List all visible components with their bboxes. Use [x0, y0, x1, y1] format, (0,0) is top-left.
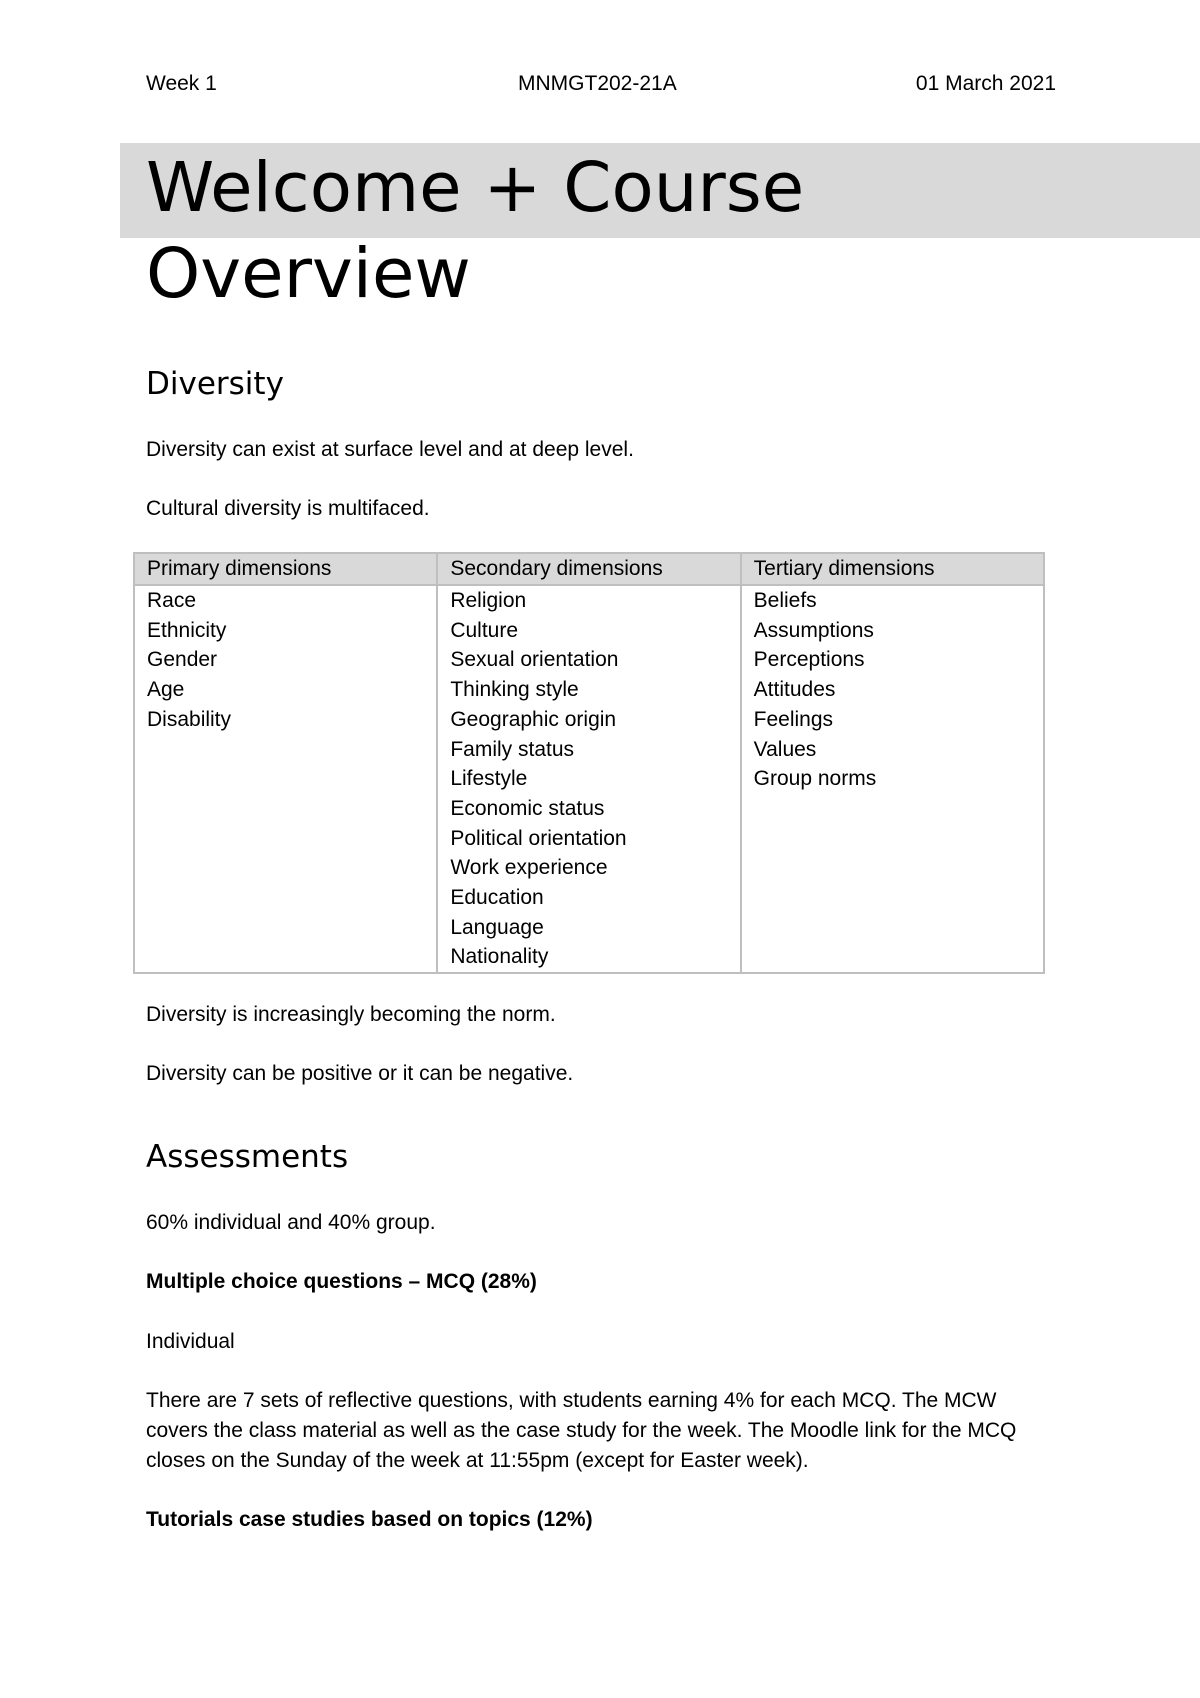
assessments-heading: Assessments — [146, 1139, 349, 1175]
header-date: 01 March 2021 — [915, 72, 1056, 95]
mcq-description: There are 7 sets of reflective questions, with students earning 4% for each MCQ. The MCW covers the class material as well as the case study for the week. The Moodle link for the MCQ closes on the Sunday of the week at 11:55pm (except for Easter week). — [146, 1389, 1017, 1472]
list-item: Feelings — [753, 707, 834, 731]
list-item: Gender — [147, 648, 218, 672]
list-item: Disability — [147, 707, 232, 731]
header-week: Week 1 — [146, 72, 217, 95]
list-item: Work experience — [450, 856, 608, 880]
list-item: Ethnicity — [147, 618, 227, 642]
primary-dimensions-cell — [134, 585, 437, 973]
table-header-tertiary: Tertiary dimensions — [741, 553, 1044, 585]
list-item: Thinking style — [450, 678, 579, 702]
table-header-primary: Primary dimensions — [134, 553, 437, 585]
list-item: Language — [450, 915, 544, 939]
list-item: Family status — [450, 737, 575, 761]
diversity-heading: Diversity — [146, 366, 284, 402]
list-item: Geographic origin — [450, 707, 617, 731]
list-item: Nationality — [450, 945, 549, 969]
mcq-type: Individual — [146, 1330, 235, 1353]
list-item: Sexual orientation — [450, 648, 619, 672]
table-header-row — [134, 553, 1044, 585]
list-item: Perceptions — [753, 648, 865, 672]
table-row — [134, 585, 1044, 973]
page-title: Welcome + Course Overview — [146, 148, 805, 314]
list-item: Beliefs — [753, 589, 817, 612]
list-item: Education — [450, 886, 544, 910]
list-item: Assumptions — [753, 618, 874, 642]
mcq-heading: Multiple choice questions – MCQ (28%) — [146, 1270, 537, 1293]
header-course-code: MNMGT202-21A — [518, 72, 677, 95]
diversity-para-surface-deep: Diversity can exist at surface level and at deep level. — [146, 438, 634, 461]
diversity-para-positive-negative: Diversity can be positive or it can be negative. — [146, 1062, 574, 1085]
list-item: Age — [147, 678, 185, 702]
list-item: Political orientation — [450, 826, 627, 850]
list-item: Values — [753, 737, 817, 761]
list-item: Attitudes — [753, 678, 836, 702]
tutorials-heading: Tutorials case studies based on topics (12%) — [146, 1508, 593, 1531]
list-item: Lifestyle — [450, 767, 528, 791]
secondary-dimensions-cell — [437, 585, 740, 973]
diversity-para-multifaced: Cultural diversity is multifaced. — [146, 497, 430, 520]
page-header — [146, 72, 1056, 102]
list-item: Race — [147, 589, 197, 612]
dimensions-table — [133, 552, 1045, 974]
diversity-para-norm: Diversity is increasingly becoming the norm. — [146, 1003, 556, 1026]
list-item: Group norms — [753, 767, 877, 791]
list-item: Culture — [450, 618, 519, 642]
assessments-split: 60% individual and 40% group. — [146, 1211, 436, 1234]
table-header-secondary: Secondary dimensions — [437, 553, 740, 585]
tertiary-dimensions-cell — [741, 585, 1044, 973]
list-item: Economic status — [450, 796, 605, 820]
list-item: Religion — [450, 589, 527, 612]
